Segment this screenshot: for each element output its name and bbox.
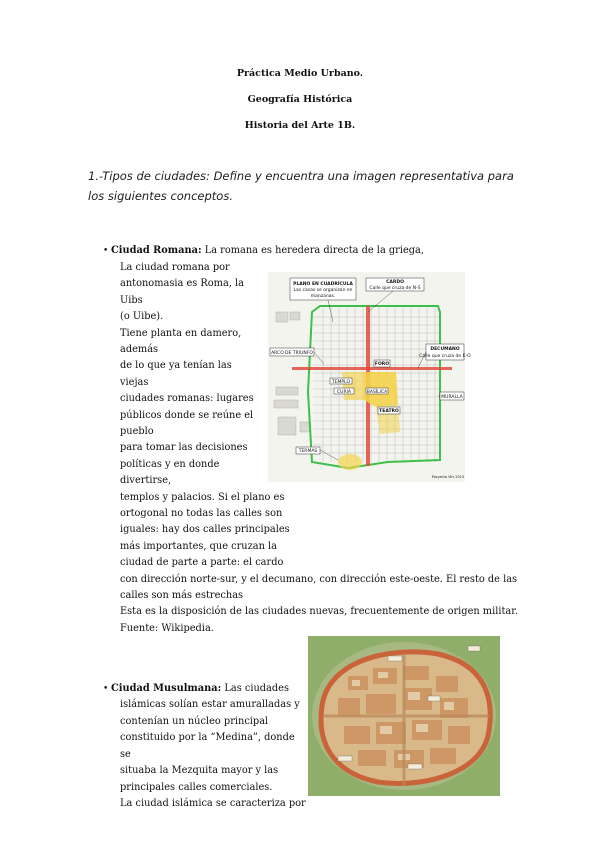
map-label-plano-sub1: Las casas se organizan en [293,288,353,293]
romana-line: iguales: hay dos calles principales [120,524,290,536]
roman-city-plan-image [268,272,471,482]
map-label-decumano-sub: Calle que cruza de E-O [419,354,471,359]
romana-first-line [111,245,424,257]
romana-line: pueblo [120,426,154,437]
map-label-basilica: BASÍLICA [366,390,388,395]
musulmana-line: situaba la Mezquita mayor y las [120,765,279,776]
baths-area [338,454,362,470]
romana-line: La ciudad romana por [120,262,230,273]
bullet: • [103,684,109,694]
decumano-street [292,367,452,370]
romana-line: ciudad de parte a parte: el cardo [120,557,284,569]
romana-line: con dirección norte-sur, y el decumano, con dirección este-oeste. El resto de las [120,573,518,585]
romana-line: ortogonal no todas las calles son [120,508,283,519]
map-label-muralla: MURALLA [441,395,463,400]
romana-term: Ciudad Romana: [111,245,202,256]
romana-intro: La romana es heredera directa de la griega, [201,245,425,256]
map-label-arco: ARCO DE TRIUNFO [271,351,313,356]
doc-course: Historia del Arte 1B. [244,120,356,131]
map-label-curia: CURIA [337,390,351,395]
temple-area [342,372,364,400]
musulmana-line: islámicas solían estar amuralladas y [120,699,300,710]
romana-line: antonomasia es Roma, la [120,278,244,290]
romana-line: Fuente: Wikipedia. [120,622,214,634]
doc-subject: Geografía Histórica [247,94,353,105]
map-label-cardo-sub: Calle que cruza de N-S [369,286,421,291]
musulmana-first-line [111,683,289,695]
romana-line: Tiene planta en damero, [120,327,242,339]
musulmana-line: principales calles comerciales. [120,781,273,793]
doc-title: Práctica Medio Urbano. [236,68,364,79]
section-heading-cont: los siguientes conceptos. [88,189,233,203]
romana-line: viejas [120,376,149,388]
romana-line: Uibs [120,294,143,306]
romana-line: (o Uibe). [120,311,164,323]
map-label-decumano: DECUMANO [430,347,460,352]
romana-line: ciudades romanas: lugares [120,393,254,405]
romana-line: públicos donde se reúne el [120,409,254,421]
romana-line: templos y palacios. Si el plano es [120,491,285,503]
islamic-city-illustration [308,636,500,796]
musulmana-line: La ciudad islámica se caracteriza por [120,798,306,809]
map-credit: Proyecto Vitr 2013 [431,475,465,479]
romana-line: más importantes, que cruzan la [120,540,277,552]
romana-line: Esta es la disposición de las ciudades nuevas, frecuentemente de origen militar. [120,606,518,618]
romana-line: de lo que ya tenían las [120,360,232,372]
musulmana-line: se [120,748,131,760]
map-label-foro: FORO [374,362,390,367]
musulmana-line: constituido por la “Medina”, donde [120,732,295,743]
musulmana-intro: Las ciudades [221,683,289,694]
map-label-cardo: CARDO [386,280,404,285]
romana-line: calles son más estrechas [120,590,244,601]
bullet: • [103,246,109,256]
map-label-plano-sub2: manzanas. [310,294,336,299]
musulmana-term: Ciudad Musulmana: [111,683,222,694]
map-label-termas: TERMAS [298,449,318,454]
romana-line: políticas y en donde [120,458,220,470]
romana-line: además [120,344,159,355]
section-heading: 1.-Tipos de ciudades: Define y encuentra una imagen representativa para [88,169,514,183]
map-label-plano: PLANO EN CUADRÍCULA [293,282,353,287]
map-label-templo: TEMPLO [331,380,351,385]
romana-line: para tomar las decisiones [120,442,248,454]
romana-line: divertirse, [120,475,172,487]
map-label-teatro: TEATRO [379,409,399,414]
musulmana-line: contenían un núcleo principal [120,715,269,727]
